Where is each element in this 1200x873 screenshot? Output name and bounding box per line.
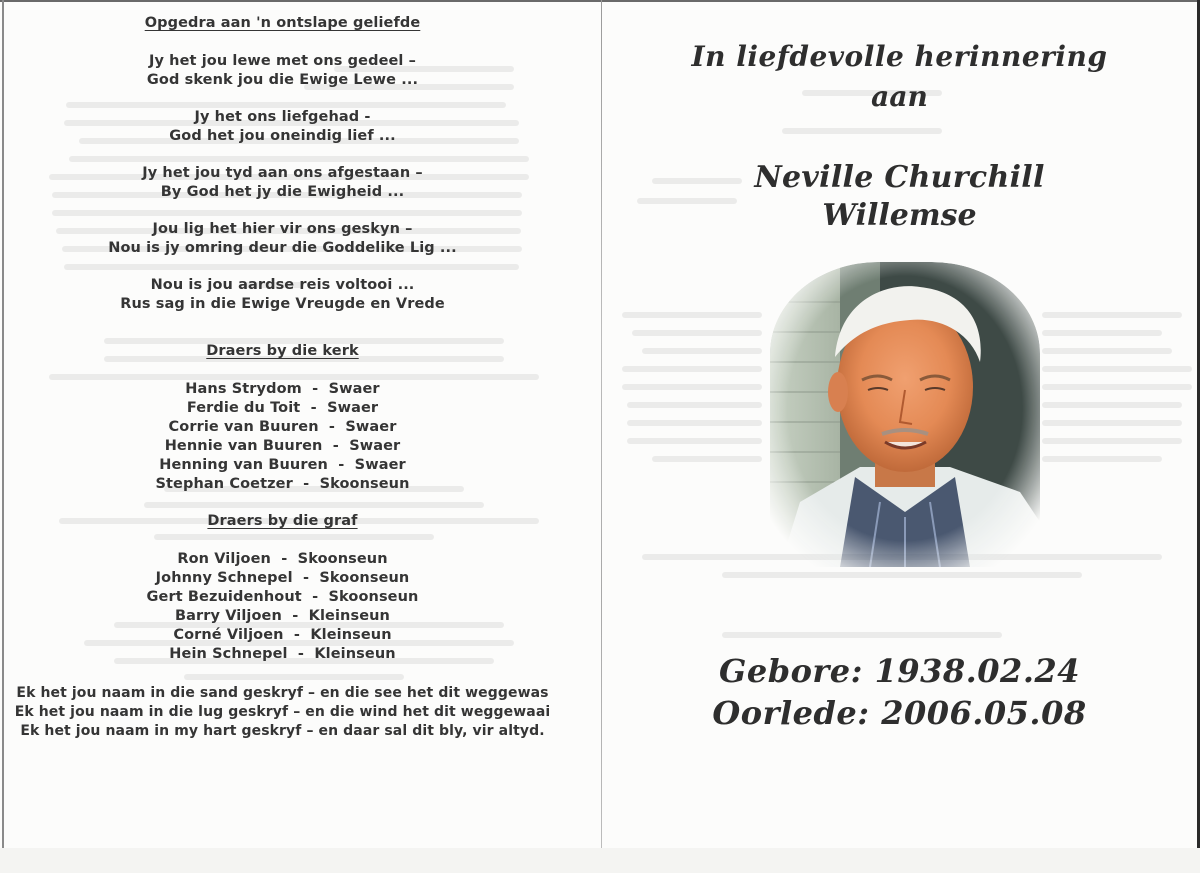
poem-stanza: Jy het jou lewe met ons gedeel – God skenk jou die Ewige Lewe ... bbox=[146, 53, 419, 88]
memorial-title-aan: aan bbox=[871, 80, 928, 113]
pallbearer-entry: Hennie van Buuren - Swaer bbox=[164, 438, 401, 454]
pallbearer-entry: Hans Strydom - Swaer bbox=[185, 381, 380, 397]
pallbearer-entry: Hein Schnepel - Kleinseun bbox=[169, 646, 396, 662]
church-pallbearers-list bbox=[4, 380, 561, 494]
life-dates bbox=[602, 650, 1197, 734]
pallbearer-entry: Corné Viljoen - Kleinseun bbox=[173, 627, 392, 643]
poem-stanza: Jy het ons liefgehad - God het jou oneindig lief ... bbox=[169, 109, 396, 144]
grave-pallbearers-heading: Draers by die graf bbox=[207, 513, 358, 529]
deceased-name-first: Neville Churchill bbox=[754, 160, 1045, 195]
died-date: Oorlede: 2006.05.08 bbox=[712, 694, 1087, 732]
pallbearer-entry: Ron Viljoen - Skoonseun bbox=[177, 551, 388, 567]
pallbearer-entry: Stephan Coetzer - Skoonseun bbox=[155, 476, 410, 492]
pallbearer-entry: Henning van Buuren - Swaer bbox=[159, 457, 406, 473]
pallbearer-entry: Barry Viljoen - Kleinseun bbox=[174, 608, 390, 624]
scan-bottom-strip bbox=[0, 848, 1200, 873]
portrait-photo bbox=[770, 262, 1040, 567]
portrait-image-icon bbox=[770, 262, 1040, 567]
pallbearer-entry: Corrie van Buuren - Swaer bbox=[168, 419, 397, 435]
poem-stanza: Nou is jou aardse reis voltooi ... Rus sag in die Ewige Vreugde en Vrede bbox=[120, 277, 445, 312]
memorial-title: In liefdevolle herinnering bbox=[691, 40, 1108, 73]
poem-stanza: Jy het jou tyd aan ons afgestaan – By God het jy die Ewigheid ... bbox=[142, 165, 423, 200]
closing-verse: Ek het jou naam in die sand geskryf – en die see het dit weggewas Ek het jou naam in die lug geskryf – en die wind het dit weggewaai Ek het jou naam in my hart geskryf – en daar sal dit bly, vir altyd. bbox=[14, 685, 551, 739]
right-page bbox=[602, 0, 1197, 848]
born-date: Gebore: 1938.02.24 bbox=[719, 652, 1080, 690]
memorial-poem bbox=[4, 52, 561, 332]
church-pallbearers-heading: Draers by die kerk bbox=[206, 343, 359, 359]
poem-stanza: Jou lig het hier vir ons geskyn – Nou is jy omring deur die Goddelike Lig ... bbox=[108, 221, 457, 256]
pallbearer-entry: Ferdie du Toit - Swaer bbox=[186, 400, 379, 416]
dedication-heading: Opgedra aan 'n ontslape geliefde bbox=[144, 15, 421, 31]
pallbearer-entry: Johnny Schnepel - Skoonseun bbox=[155, 570, 410, 586]
pallbearer-entry: Gert Bezuidenhout - Skoonseun bbox=[146, 589, 419, 605]
grave-pallbearers-list bbox=[4, 550, 561, 664]
deceased-name-surname: Willemse bbox=[822, 198, 977, 233]
left-page bbox=[4, 0, 601, 848]
